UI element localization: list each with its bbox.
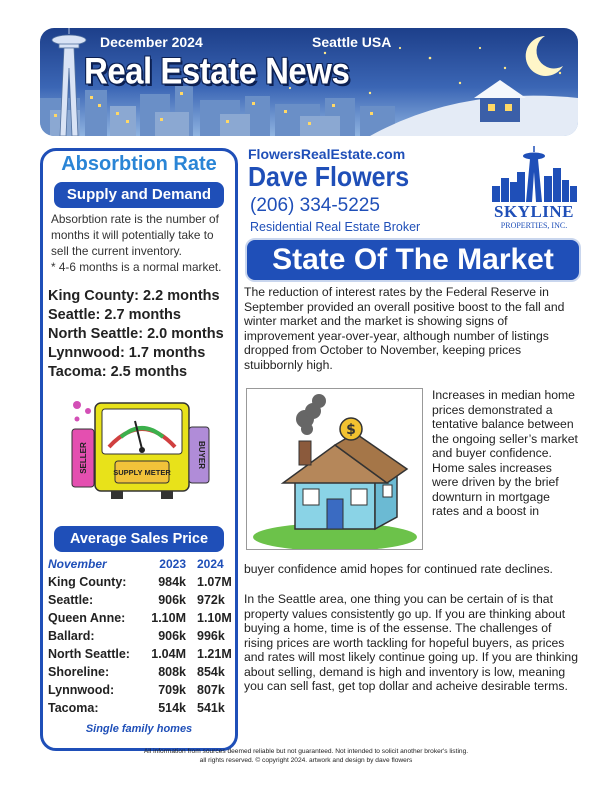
newsletter-title: Real Estate News [84, 50, 350, 92]
area-name: Shoreline: [48, 665, 110, 679]
rate-item: Tacoma: 2.5 months [48, 364, 188, 380]
logo-name: SKYLINE [493, 202, 575, 221]
area-name: King County: [48, 575, 127, 589]
disclaimer [0, 747, 612, 765]
meter-label: SUPPLY METER [113, 468, 171, 477]
absorption-note: * 4-6 months is a normal market. [51, 260, 222, 274]
skyline-properties-logo [488, 146, 580, 232]
supply-demand-heading: Supply and Demand [54, 182, 224, 208]
price-row [48, 629, 234, 647]
price-2024: 541k [197, 701, 225, 715]
absorption-title: Absorbtion Rate [61, 153, 217, 175]
price-2023: 984k [158, 575, 186, 589]
price-table [48, 557, 234, 719]
agent-website-link[interactable]: FlowersRealEstate.com [248, 146, 406, 162]
year-2023-header: 2023 [159, 557, 186, 571]
area-name: Queen Anne: [48, 611, 126, 625]
price-row [48, 647, 234, 665]
agent-name: Dave Flowers [248, 162, 410, 193]
price-2023: 1.10M [151, 611, 186, 625]
agent-phone[interactable]: (206) 334-5225 [250, 195, 380, 216]
price-row [48, 611, 234, 629]
house-icon [474, 80, 526, 122]
buyer-label: BUYER [197, 440, 206, 470]
price-table-header [48, 557, 234, 575]
price-2023: 514k [158, 701, 186, 715]
article-paragraph-wrap: Increases in median home prices demonstrated a tentative balance between the ongoing seller’s market and buyer confidence. Home sales increases were driven by the brief downturn in mortgage rates and a boost in [432, 388, 578, 518]
price-2024: 1.21M [197, 647, 232, 661]
disclaimer-line: All information from sources deemed reliable but not guaranteed. Not intended to solicit another broker's listing. [143, 748, 469, 755]
price-2024: 972k [197, 593, 225, 607]
house-with-smoke-illustration [247, 389, 422, 549]
moon-icon [526, 36, 563, 76]
sidebar [40, 148, 238, 751]
rate-item: North Seattle: 2.0 months [48, 326, 224, 342]
price-2023: 1.04M [151, 647, 186, 661]
price-row [48, 575, 234, 593]
article-paragraph: In the Seattle area, one thing you can be certain of is that property values consistently go up. If you are thinking about buying a home, time is of the essense. The challenges of rising prices are worth tackling for hopeful buyers, as prices and rates will most likely continue going up. If you are thinking about selling, demand is high and inventory is low, meaning you can sell fast, get top dollar and acheive desirable terms. [244, 592, 578, 693]
average-sales-price-heading: Average Sales Price [54, 526, 224, 552]
logo-subtitle: PROPERTIES, INC. [500, 221, 568, 230]
price-2024: 807k [197, 683, 225, 697]
rate-item: Seattle: 2.7 months [48, 307, 181, 323]
price-2023: 906k [158, 629, 186, 643]
area-name: North Seattle: [48, 647, 130, 661]
house-illustration-frame [246, 388, 423, 550]
area-name: Seattle: [48, 593, 94, 607]
issue-location: Seattle USA [312, 34, 392, 50]
article-paragraph-continuation: buyer confidence amid hopes for continued rate declines. [244, 562, 553, 576]
price-2023: 906k [158, 593, 186, 607]
agent-title: Residential Real Estate Broker [250, 220, 421, 234]
area-name: Lynnwood: [48, 683, 115, 697]
supply-meter-icon [67, 397, 212, 507]
year-2024-header: 2024 [197, 557, 224, 571]
price-footnote: Single family homes [85, 723, 193, 735]
price-2024: 1.07M [197, 575, 232, 589]
price-2024: 1.10M [197, 611, 232, 625]
article-headline: State Of The Market [245, 238, 581, 282]
issue-date: December 2024 [100, 34, 203, 50]
area-name: Ballard: [48, 629, 95, 643]
price-2024: 996k [197, 629, 225, 643]
price-2024: 854k [197, 665, 225, 679]
absorption-description: Absorbtion rate is the number of months it will potentially take to sell the current inventory. [51, 212, 219, 258]
price-2023: 808k [158, 665, 186, 679]
price-row [48, 593, 234, 611]
svg-text:$: $ [346, 422, 356, 438]
month-label: November [48, 557, 107, 571]
header-banner [40, 28, 578, 136]
area-name: Tacoma: [48, 701, 99, 715]
article-paragraph: The reduction of interest rates by the Federal Reserve in September provided an overall positive boost to the fall and winter market and the market is showing signs of improvement year-over-year, although number of listings dropped from October to November, keeping prices stuibbornly high. [244, 285, 565, 372]
price-2023: 709k [158, 683, 186, 697]
price-row [48, 701, 234, 719]
rate-item: Lynnwood: 1.7 months [48, 345, 206, 361]
copyright-line: all rights reserved. © copyright 2024. artwork and design by dave flowers [199, 757, 413, 764]
rate-item: King County: 2.2 months [48, 288, 220, 304]
absorption-rate-list [48, 287, 224, 382]
price-row [48, 683, 234, 701]
price-row [48, 665, 234, 683]
seller-label: SELLER [79, 442, 88, 474]
